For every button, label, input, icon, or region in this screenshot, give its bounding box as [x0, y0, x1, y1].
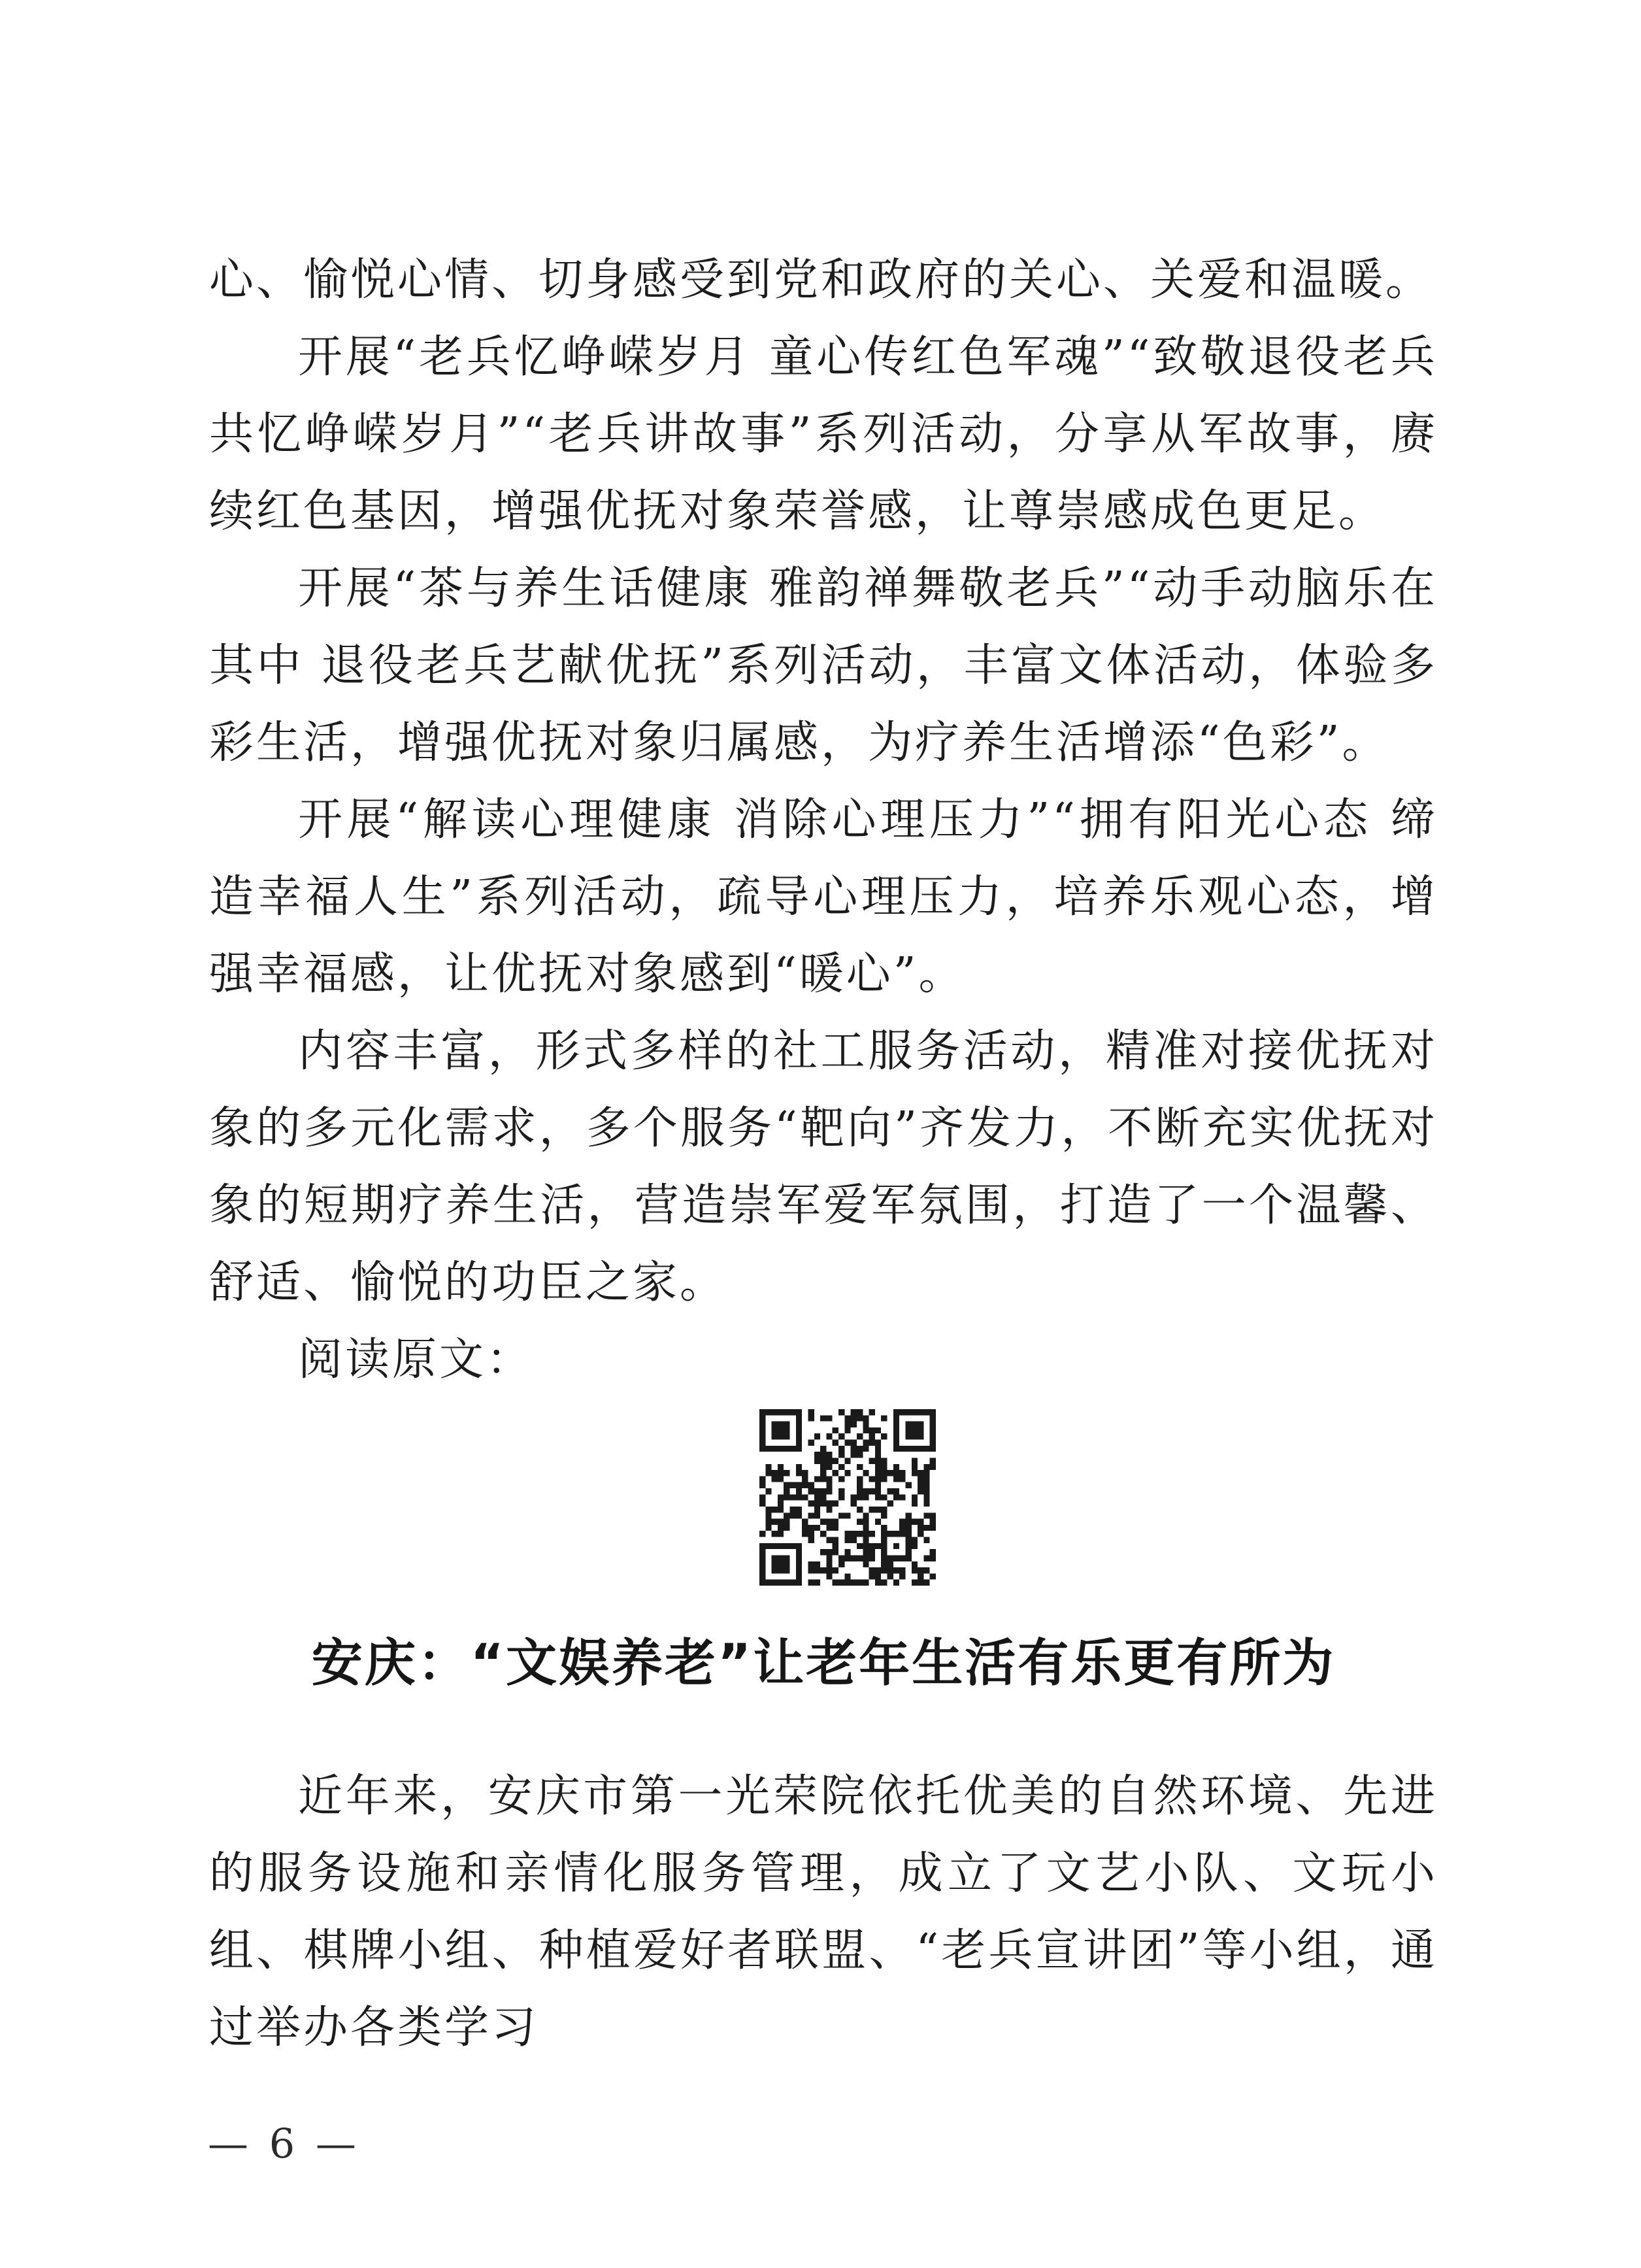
body-text-bottom	[209, 1758, 1438, 2067]
body-text-top	[209, 242, 1438, 1399]
paragraph-5: 内容丰富，形式多样的社工服务活动，精准对接优抚对象的多元化需求，多个服务“靶向”齐发力，不断充实优抚对象的短期疗养生活，营造崇军爱军氛围，打造了一个温馨、舒适、愉悦的功臣之家。	[209, 1026, 1438, 1309]
paragraph-4: 开展“解读心理健康 消除心理压力”“拥有阳光心态 缔造幸福人生”系列活动，疏导心理压力，培养乐观心态，增强幸福感，让优抚对象感到“暖心”。	[209, 794, 1438, 1000]
page-number: — 6 —	[208, 2120, 360, 2167]
paragraph-6: 近年来，安庆市第一光荣院依托优美的自然环境、先进的服务设施和亲情化服务管理，成立了文艺小队、文玩小组、棋牌小组、种植爱好者联盟、“老兵宣讲团”等小组，通过举办各类学习	[209, 1771, 1438, 2054]
qr-code-icon[interactable]	[759, 1409, 936, 1586]
paragraph-2: 开展“老兵忆峥嵘岁月 童心传红色军魂”“致敬退役老兵 共忆峥嵘岁月”“老兵讲故事”系列活动，分享从军故事，赓续红色基因，增强优抚对象荣誉感，让尊崇感成色更足。	[209, 331, 1438, 537]
paragraph-3: 开展“茶与养生话健康 雅韵禅舞敬老兵”“动手动脑乐在其中 退役老兵艺献优抚”系列活动，丰富文体活动，体验多彩生活，增强优抚对象归属感，为疗养生活增添“色彩”。	[209, 563, 1438, 769]
paragraph-1: 心、愉悦心情、切身感受到党和政府的关心、关爱和温暖。	[209, 254, 1433, 306]
read-original-label: 阅读原文：	[298, 1334, 534, 1386]
section-heading: 安庆：“文娱养老”让老年生活有乐更有所为	[311, 1634, 1336, 1693]
